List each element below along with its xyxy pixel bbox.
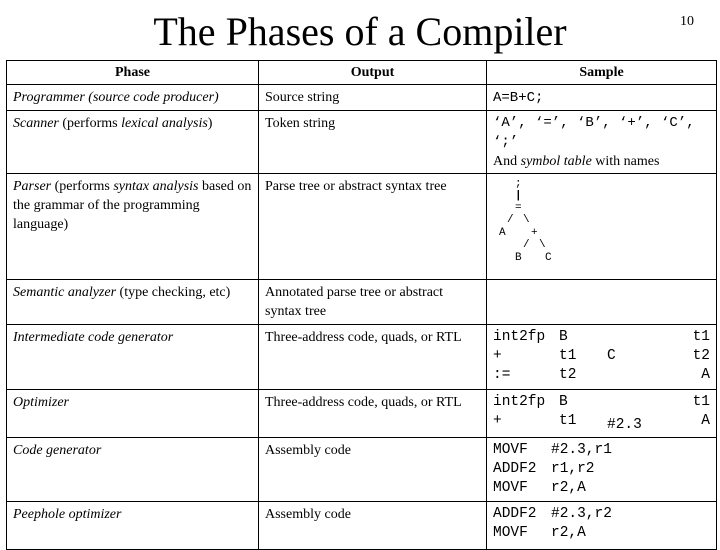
tree-node-semicolon: ; <box>515 178 522 190</box>
phase-cell <box>7 390 259 438</box>
phase-cell <box>7 111 259 174</box>
quad-op: + <box>493 413 502 429</box>
asm-operands: #2.3,r1 <box>551 442 612 458</box>
sample-cell <box>487 174 717 280</box>
phase-cell <box>7 502 259 550</box>
tree-node-a: A <box>499 227 506 239</box>
quad-table <box>493 393 710 435</box>
asm-opcode: ADDF2 <box>493 506 537 522</box>
asm-listing <box>493 441 710 498</box>
quad-arg2 <box>607 366 665 385</box>
phase-label: Optimizer <box>13 395 69 410</box>
phase-cell <box>7 325 259 390</box>
phase-desc: (performs <box>62 116 122 131</box>
asm-operands: #2.3,r2 <box>551 506 612 522</box>
quad-arg2 <box>607 393 665 412</box>
table-row <box>7 85 717 111</box>
asm-opcode: MOVF <box>493 442 528 458</box>
phase-cell <box>7 438 259 502</box>
quad-arg2: C <box>607 348 616 364</box>
tree-edge: / <box>507 214 514 226</box>
quad-arg2: #2.3 <box>607 417 642 433</box>
quad-arg1: B <box>559 394 568 410</box>
table-row <box>7 280 717 325</box>
tree-node-assign: = <box>515 202 522 214</box>
tree-edge: \ <box>539 239 546 251</box>
symbol-table-note: And symbol table with names <box>493 154 660 169</box>
sample-cell <box>487 390 717 438</box>
table-row <box>7 438 717 502</box>
quad-arg1: t1 <box>559 413 577 429</box>
sample-cell <box>487 325 717 390</box>
sample-cell <box>487 111 717 174</box>
token-list: ‘A’, ‘=’, ‘B’, ‘+’, ‘C’, ‘;’ <box>493 115 695 150</box>
quad-op: int2fp <box>493 394 546 410</box>
sample-cell <box>487 438 717 502</box>
asm-opcode: MOVF <box>493 525 528 541</box>
quad-arg2 <box>607 328 665 347</box>
phase-cell <box>7 280 259 325</box>
output-cell: Source string <box>259 85 487 111</box>
quad-result: A <box>701 413 710 429</box>
phase-label: Intermediate code generator <box>13 330 174 345</box>
phase-desc-end: based on the grammar of the programming language) <box>13 179 252 232</box>
asm-operands: r1,r2 <box>551 461 595 477</box>
table-row <box>7 174 717 280</box>
phase-label: Scanner <box>13 116 59 131</box>
phase-desc-italic: lexical analysis <box>121 116 208 131</box>
tree-edge: \ <box>523 214 530 226</box>
header-phase: Phase <box>7 61 259 85</box>
page-number: 10 <box>680 14 694 29</box>
sample-cell <box>487 280 717 325</box>
quad-op: + <box>493 348 502 364</box>
asm-operands: r2,A <box>551 480 586 496</box>
header-output: Output <box>259 61 487 85</box>
phase-label: Code generator <box>13 443 102 458</box>
sample-code: A=B+C; <box>493 90 544 106</box>
phase-cell <box>7 174 259 280</box>
table-row <box>7 325 717 390</box>
quad-result: A <box>701 367 710 383</box>
sample-cell <box>487 502 717 550</box>
table-row <box>7 390 717 438</box>
phase-desc-end: ) <box>207 116 213 131</box>
phase-desc-italic: syntax analysis <box>113 179 199 194</box>
table-row <box>7 111 717 174</box>
asm-operands: r2,A <box>551 525 586 541</box>
table-row <box>7 502 717 550</box>
output-cell: Token string <box>259 111 487 174</box>
output-cell: Assembly code <box>259 438 487 502</box>
asm-listing <box>493 505 710 543</box>
quad-result: t1 <box>692 394 710 410</box>
quad-arg1: B <box>559 329 568 345</box>
compiler-phases-table <box>6 60 717 550</box>
table-header-row <box>7 61 717 85</box>
phase-desc: (performs <box>54 179 114 194</box>
phase-label: Parser <box>13 179 52 194</box>
quad-arg1: t1 <box>559 348 577 364</box>
tree-edge: | <box>515 190 522 202</box>
phase-label: Peephole optimizer <box>13 507 122 522</box>
quad-op: := <box>493 367 511 383</box>
quad-table <box>493 328 710 385</box>
output-cell: Three-address code, quads, or RTL <box>259 325 487 390</box>
tree-node-b: B <box>515 252 522 264</box>
header-sample: Sample <box>487 61 717 85</box>
slide-title: The Phases of a Compiler <box>153 9 567 54</box>
quad-result: t1 <box>692 329 710 345</box>
tree-edge: / <box>523 239 530 251</box>
sample-cell <box>487 85 717 111</box>
quad-op: int2fp <box>493 329 546 345</box>
phase-label: Programmer (source code producer) <box>13 90 219 105</box>
output-cell: Annotated parse tree or abstract syntax tree <box>259 280 487 325</box>
asm-opcode: MOVF <box>493 480 528 496</box>
tree-node-c: C <box>545 252 552 264</box>
phase-label: Semantic analyzer <box>13 285 117 300</box>
output-cell: Assembly code <box>259 502 487 550</box>
output-cell: Three-address code, quads, or RTL <box>259 390 487 438</box>
output-cell: Parse tree or abstract syntax tree <box>259 174 487 280</box>
quad-arg1: t2 <box>559 367 577 383</box>
parse-tree <box>493 177 603 267</box>
asm-opcode: ADDF2 <box>493 461 537 477</box>
phase-cell <box>7 85 259 111</box>
tree-node-plus: + <box>531 227 538 239</box>
phase-desc: (type checking, etc) <box>119 285 231 300</box>
quad-result: t2 <box>692 348 710 364</box>
